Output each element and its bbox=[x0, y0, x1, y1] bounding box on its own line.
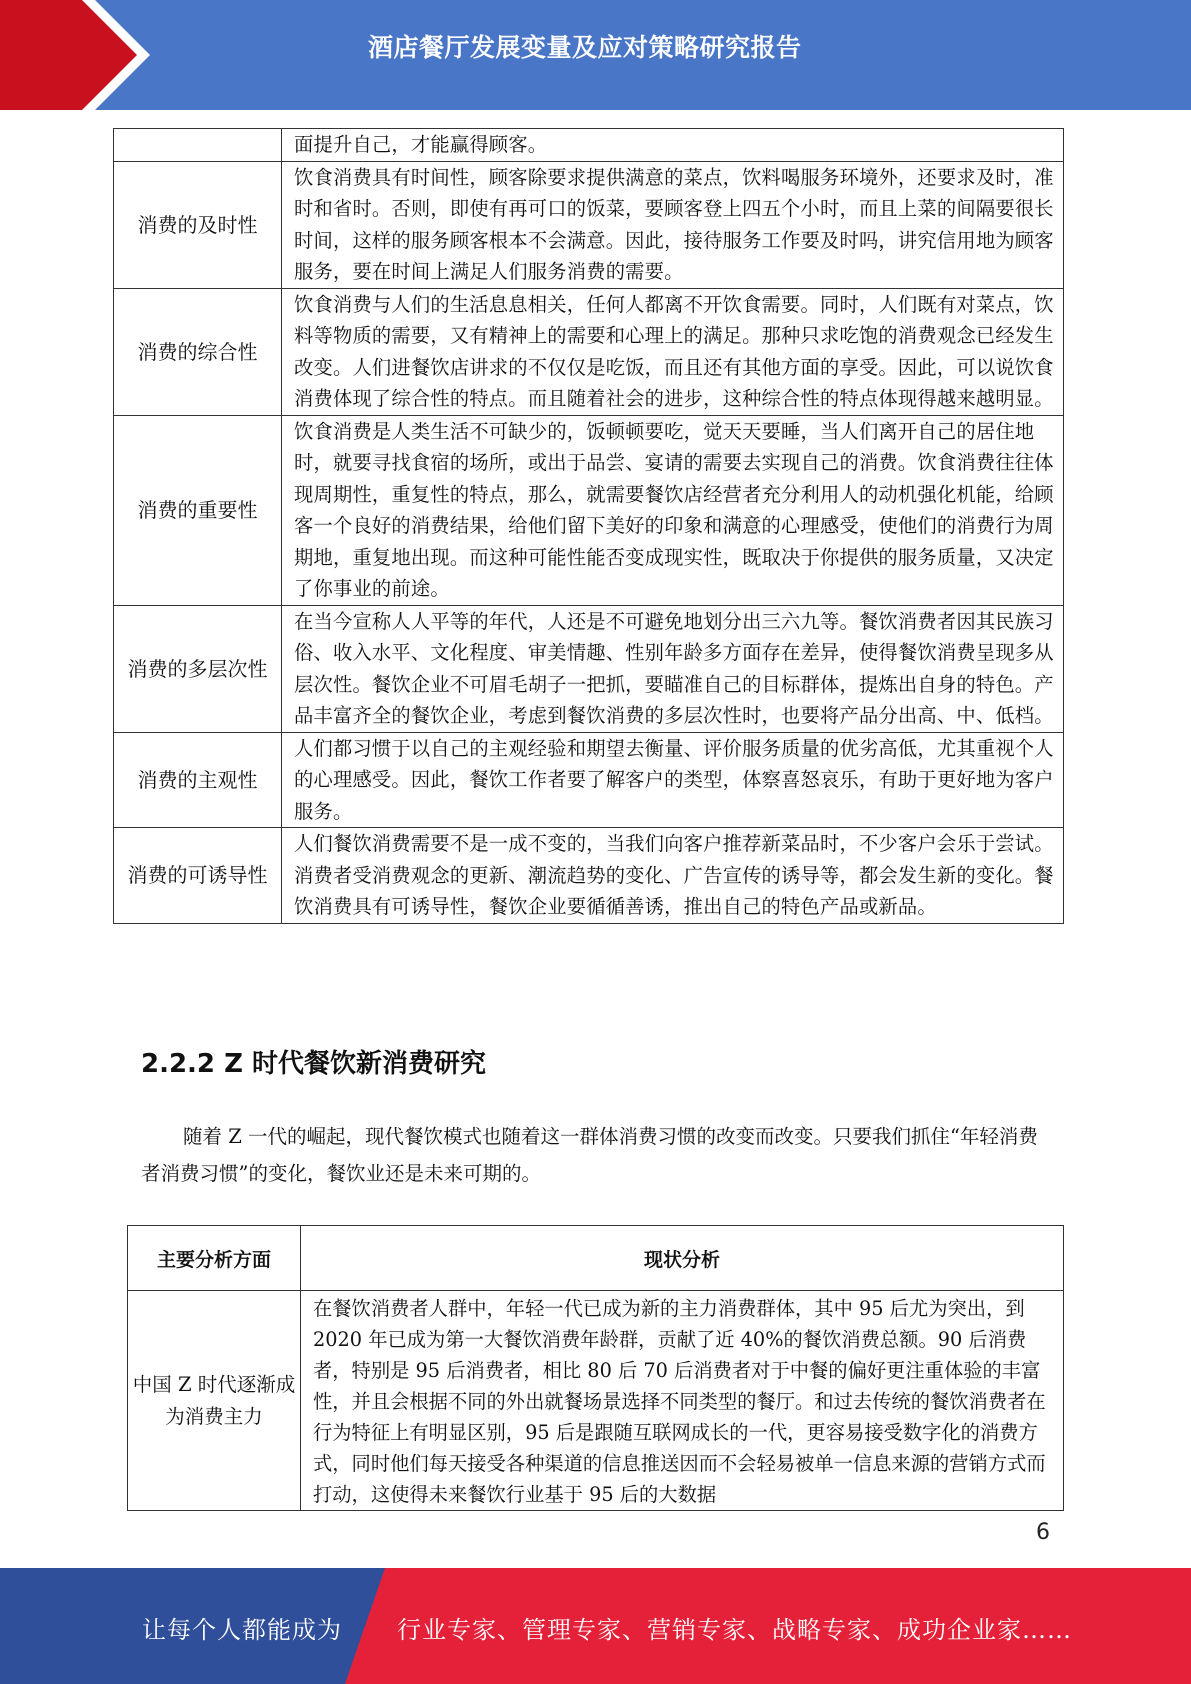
table-row bbox=[114, 161, 1064, 288]
row-label: 消费的及时性 bbox=[114, 161, 282, 288]
column-header-aspect: 主要分析方面 bbox=[128, 1226, 301, 1291]
row-text: 人们餐饮消费需要不是一成不变的，当我们向客户推荐新菜品时，不少客户会乐于尝试。消费者受消费观念的更新、潮流趋势的变化、广告宣传的诱导等，都会发生新的变化。餐饮消费具有可诱导性，餐饮企业要循循善诱，推出自己的特色产品或新品。 bbox=[282, 828, 1064, 924]
table-header-row bbox=[128, 1226, 1064, 1291]
table-row bbox=[114, 605, 1064, 732]
section-heading: 2.2.2 Z 时代餐饮新消费研究 bbox=[141, 1049, 486, 1079]
row-text: 在餐饮消费者人群中，年轻一代已成为新的主力消费群体，其中 95 后尤为突出，到 2020 年已成为第一大餐饮消费年龄群，贡献了近 40%的餐饮消费总额。90 后消费者，特别是 95 后消费者，相比 80 后 70 后消费者对于中餐的偏好更注重体验的丰富性，并且会根据不同的外出就餐场景选择不同类型的餐厅。和过去传统的餐饮消费者在行为特征上有明显区别，95 后是跟随互联网成长的一代，更容易接受数字化的消费方式，同时他们每天接受各种渠道的信息推送因而不会轻易被单一信息来源的营销方式而打动，这使得未来餐饮行业基于 95 后的大数据 bbox=[301, 1291, 1064, 1511]
row-label: 消费的综合性 bbox=[114, 288, 282, 415]
footer-banner bbox=[0, 1568, 1191, 1684]
table-row bbox=[114, 828, 1064, 924]
z-generation-analysis-table bbox=[127, 1225, 1064, 1511]
row-label: 消费的主观性 bbox=[114, 732, 282, 828]
table-row bbox=[114, 288, 1064, 415]
row-label: 消费的可诱导性 bbox=[114, 828, 282, 924]
row-label: 消费的多层次性 bbox=[114, 605, 282, 732]
header-banner bbox=[0, 0, 1191, 110]
report-title: 酒店餐厅发展变量及应对策略研究报告 bbox=[368, 33, 802, 62]
intro-paragraph: 随着 Z 一代的崛起，现代餐饮模式也随着这一群体消费习惯的改变而改变。只要我们抓住“年轻消费者消费习惯”的变化，餐饮业还是未来可期的。 bbox=[141, 1125, 1038, 1185]
row-text: 饮食消费具有时间性，顾客除要求提供满意的菜点，饮料喝服务环境外，还要求及时，准时和省时。否则，即使有再可口的饭菜，要顾客登上四五个小时，而且上菜的间隔要很长时间，这样的服务顾客根本不会满意。因此，接待服务工作要及时吗，讲究信用地为顾客服务，要在时间上满足人们服务消费的需要。 bbox=[282, 161, 1064, 288]
table-row bbox=[114, 129, 1064, 162]
row-text: 饮食消费与人们的生活息息相关，任何人都离不开饮食需要。同时，人们既有对菜点，饮料等物质的需要，又有精神上的需要和心理上的满足。那种只求吃饱的消费观念已经发生改变。人们进餐饮店讲求的不仅仅是吃饭，而且还有其他方面的享受。因此，可以说饮食消费体现了综合性的特点。而且随着社会的进步，这种综合性的特点体现得越来越明显。 bbox=[282, 288, 1064, 415]
consumption-characteristics-table bbox=[113, 128, 1064, 924]
row-text: 人们都习惯于以自己的主观经验和期望去衡量、评价服务质量的优劣高低，尤其重视个人的心理感受。因此，餐饮工作者要了解客户的类型，体察喜怒哀乐，有助于更好地为客户服务。 bbox=[282, 732, 1064, 828]
row-text: 面提升自己，才能赢得顾客。 bbox=[282, 129, 1064, 162]
footer-slogan-right: 行业专家、管理专家、营销专家、战略专家、成功企业家…… bbox=[397, 1616, 1072, 1644]
table-row bbox=[114, 415, 1064, 605]
row-label: 中国 Z 时代逐渐成为消费主力 bbox=[128, 1291, 301, 1511]
page-number: 6 bbox=[1036, 1520, 1050, 1545]
footer-slogan-left: 让每个人都能成为 bbox=[142, 1616, 342, 1644]
row-text: 在当今宣称人人平等的年代，人还是不可避免地划分出三六九等。餐饮消费者因其民族习俗、收入水平、文化程度、审美情趣、性别年龄多方面存在差异，使得餐饮消费呈现多从层次性。餐饮企业不可眉毛胡子一把抓，要瞄准自己的目标群体，提炼出自身的特色。产品丰富齐全的餐饮企业，考虑到餐饮消费的多层次性时，也要将产品分出高、中、低档。 bbox=[282, 605, 1064, 732]
row-label bbox=[114, 129, 282, 162]
table-row bbox=[128, 1291, 1064, 1511]
row-text: 饮食消费是人类生活不可缺少的，饭顿顿要吃，觉天天要睡，当人们离开自己的居住地时，就要寻找食宿的场所，或出于品尝、宴请的需要去实现自己的消费。饮食消费往往体现周期性，重复性的特点，那么，就需要餐饮店经营者充分利用人的动机强化机能，给顾客一个良好的消费结果，给他们留下美好的印象和满意的心理感受，使他们的消费行为周期地，重复地出现。而这种可能性能否变成现实性，既取决于你提供的服务质量，又决定了你事业的前途。 bbox=[282, 415, 1064, 605]
column-header-analysis: 现状分析 bbox=[301, 1226, 1064, 1291]
table-row bbox=[114, 732, 1064, 828]
row-label: 消费的重要性 bbox=[114, 415, 282, 605]
